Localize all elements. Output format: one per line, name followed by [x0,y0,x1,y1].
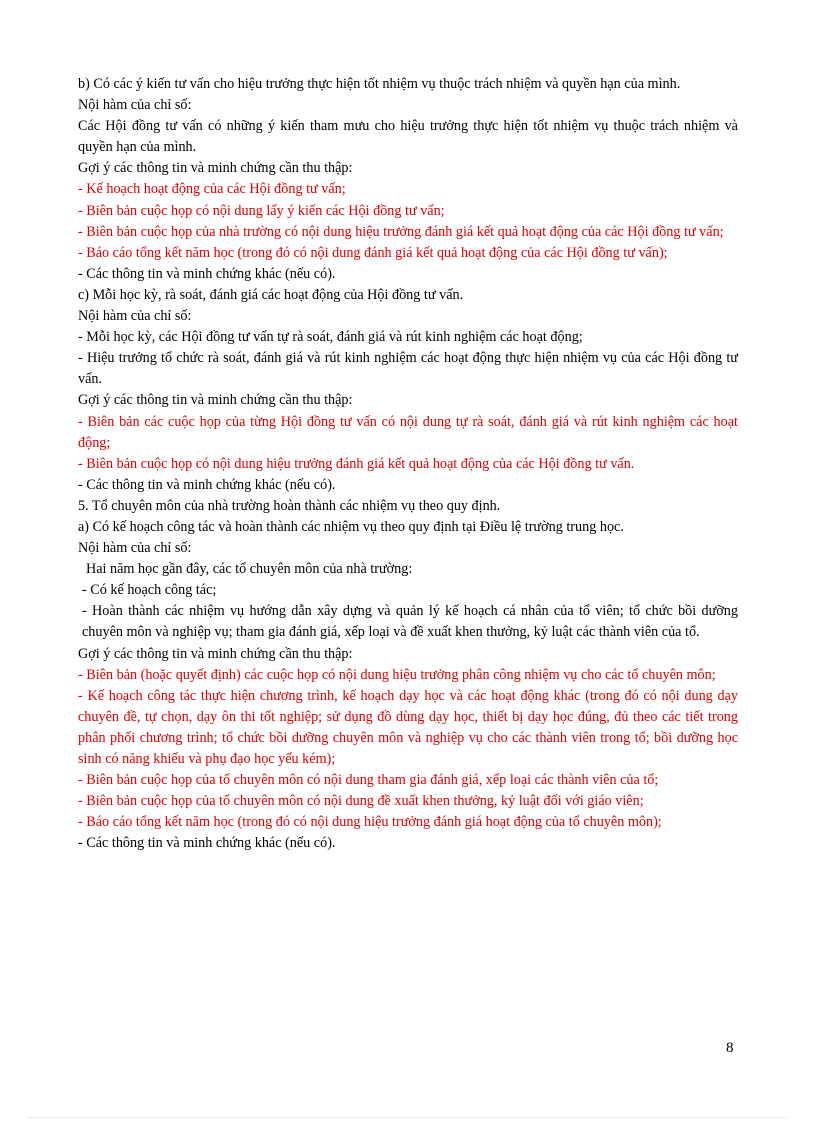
evidence-item: - Báo cáo tổng kết năm học (trong đó có nội dung đánh giá kết quả hoạt động của các Hội đồng tư vấn); [78,244,668,261]
paragraph: - Hiệu trưởng tổ chức rà soát, đánh giá và rút kinh nghiệm các hoạt động thực hiện nhiệm vụ của các Hội đồng tư vấn. [78,350,738,388]
paragraph: Gợi ý các thông tin và minh chứng cần thu thập: [78,392,353,409]
evidence-item: - Kế hoạch công tác thực hiện chương trình, kế hoạch dạy học và các hoạt động khác (trong đó có nội dung dạy chuyên đề, tự chọn, dạy ôn thi tốt nghiệp; sử dụng đồ dùng dạy học, thiết bị dạy học đúng, đủ theo các tiết trong phân phối chương trình; tổ chức bồi dưỡng chuyên môn và nghiệp vụ cho các thành viên trong tổ; bồi dưỡng học sinh có năng khiếu và phụ đạo học yếu kém); [78,687,738,767]
evidence-item: - Biên bản các cuộc họp của từng Hội đồng tư vấn có nội dung tự rà soát, đánh giá và rút kinh nghiệm các hoạt động; [78,413,738,451]
paragraph: b) Có các ý kiến tư vấn cho hiệu trưởng thực hiện tốt nhiệm vụ thuộc trách nhiệm và quyền hạn của mình. [78,76,681,92]
evidence-item: - Biên bản (hoặc quyết định) các cuộc họp có nội dung hiệu trưởng phân công nhiệm vụ cho các tổ chuyên môn; [78,666,716,683]
evidence-item: - Biên bản cuộc họp của nhà trường có nội dung hiệu trưởng đánh giá kết quả hoạt động của các Hội đồng tư vấn; [78,223,724,240]
paragraph: - Có kế hoạch công tác; [82,582,217,599]
paragraph: Gợi ý các thông tin và minh chứng cần thu thập: [78,160,353,177]
paragraph: - Hoàn thành các nhiệm vụ hướng dẫn xây dựng và quản lý kế hoạch cá nhân của tổ viên; tổ chức bồi dưỡng chuyên môn và nghiệp vụ; tham gia đánh giá, xếp loại và đề xuất khen thưởng, kỷ luật các thành viên của tổ. [82,603,738,641]
paragraph: 5. Tổ chuyên môn của nhà trường hoàn thành các nhiệm vụ theo quy định. [78,497,501,514]
paragraph: Gợi ý các thông tin và minh chứng cần thu thập: [78,645,353,662]
paragraph: a) Có kế hoạch công tác và hoàn thành các nhiệm vụ theo quy định tại Điều lệ trường trung học. [78,518,624,535]
paragraph: Hai năm học gần đây, các tổ chuyên môn của nhà trường: [86,561,413,578]
evidence-item: - Kế hoạch hoạt động của các Hội đồng tư vấn; [78,181,346,198]
evidence-item: - Báo cáo tổng kết năm học (trong đó có nội dung hiệu trưởng đánh giá hoạt động của tổ chuyên môn); [78,814,662,831]
document-body [78,74,738,854]
evidence-item: - Biên bản cuộc họp của tổ chuyên môn có nội dung đề xuất khen thưởng, kỷ luật đối với giáo viên; [78,793,644,810]
paragraph: c) Mỗi học kỳ, rà soát, đánh giá các hoạt động của Hội đồng tư vấn. [78,286,464,303]
evidence-item: - Biên bản cuộc họp có nội dung lấy ý kiến các Hội đồng tư vấn; [78,202,445,219]
paragraph: Các Hội đồng tư vấn có những ý kiến tham mưu cho hiệu trưởng thực hiện tốt nhiệm vụ thuộc trách nhiệm và quyền hạn của mình. [78,118,738,156]
evidence-item: - Biên bản cuộc họp có nội dung hiệu trưởng đánh giá kết quả hoạt động của các Hội đồng tư vấn. [78,455,635,472]
paragraph: - Mỗi học kỳ, các Hội đồng tư vấn tự rà soát, đánh giá và rút kinh nghiệm các hoạt động; [78,329,583,346]
paragraph: - Các thông tin và minh chứng khác (nếu có). [78,265,336,282]
page-number: 8 [726,1040,734,1056]
paragraph: - Các thông tin và minh chứng khác (nếu có). [78,835,336,852]
paragraph: - Các thông tin và minh chứng khác (nếu có). [78,476,336,493]
paragraph: Nội hàm của chỉ số: [78,97,192,114]
evidence-item: - Biên bản cuộc họp của tổ chuyên môn có nội dung tham gia đánh giá, xếp loại các thành viên của tổ; [78,772,659,789]
paragraph: Nội hàm của chỉ số: [78,308,192,325]
paragraph: Nội hàm của chỉ số: [78,540,192,557]
page-bottom-rule [28,1117,788,1118]
